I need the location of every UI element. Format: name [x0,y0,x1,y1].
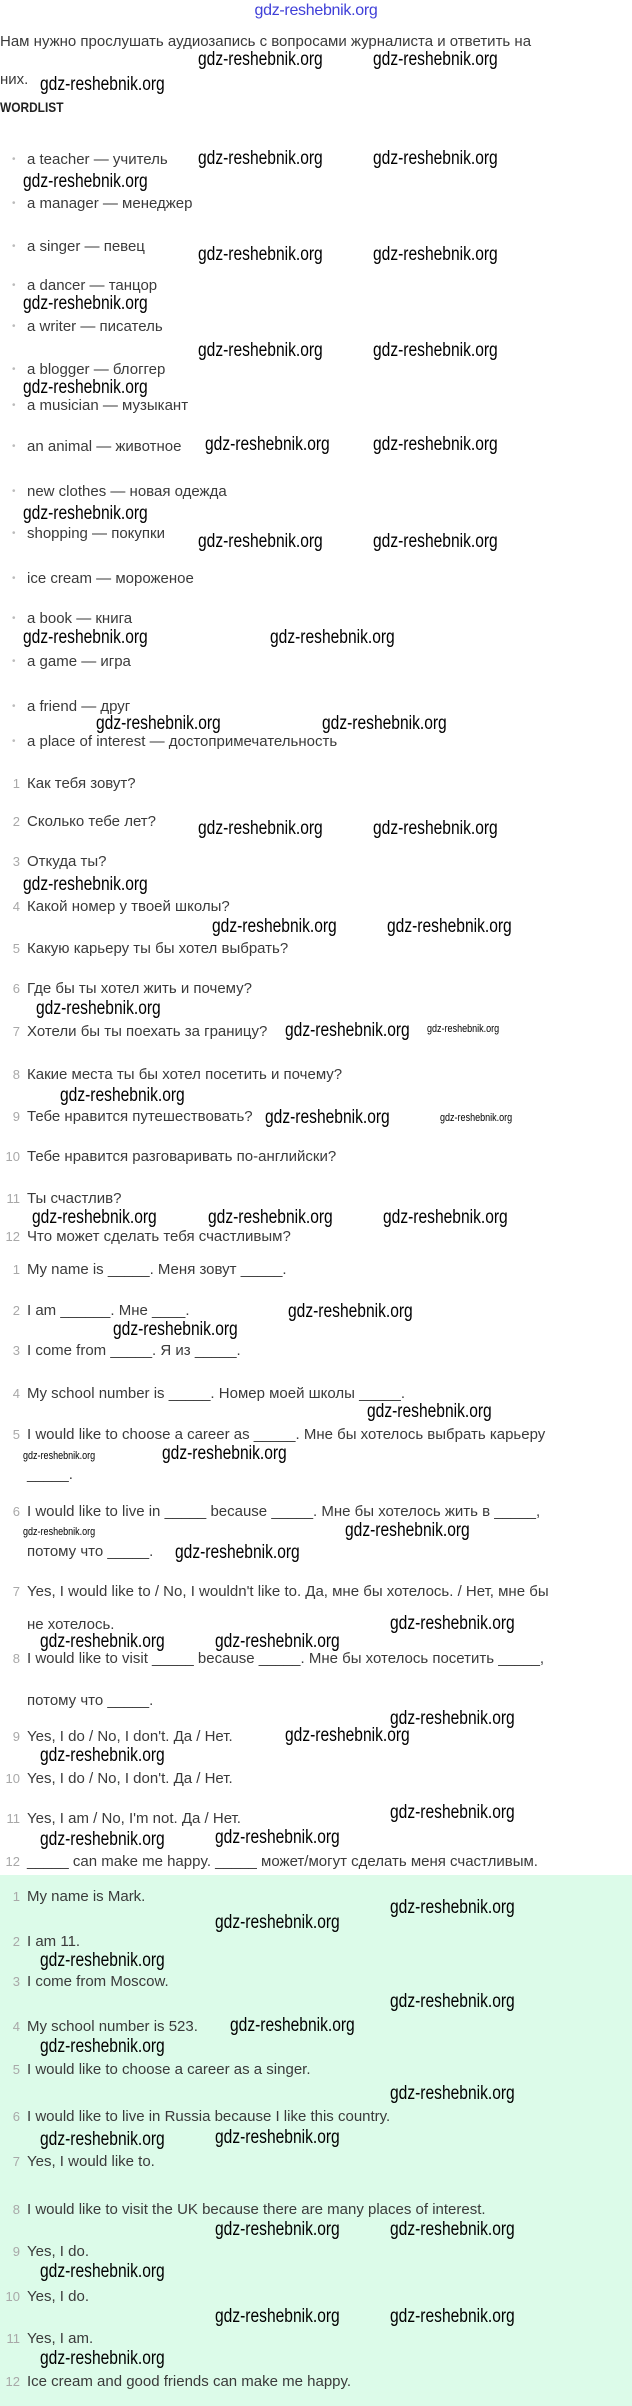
watermark-text: gdz-reshebnik.org [215,1827,340,1848]
answer-template-text: не хотелось. [27,1616,115,1633]
question-text: Откуда ты? [27,853,107,870]
answer-template-text: потому что _____. [27,1692,154,1709]
watermark-text: gdz-reshebnik.org [23,377,148,398]
wordlist-item: shopping — покупки [27,525,165,542]
answer-number: 8 [12,2202,20,2217]
question-number: 12 [5,1229,20,1244]
answer-text: My name is Mark. [27,1888,146,1905]
answer-template-text: I come from _____. Я из _____. [27,1342,241,1359]
watermark-text: gdz-reshebnik.org [390,2083,515,2104]
answer-text: Yes, I do. [27,2243,89,2260]
watermark-text-small: gdz-reshebnik.org [23,1450,96,1462]
watermark-text: gdz-reshebnik.org [373,531,498,552]
bullet-icon: • [12,656,16,667]
watermark-text: gdz-reshebnik.org [390,1802,515,1823]
bullet-icon: • [12,528,16,539]
watermark-text: gdz-reshebnik.org [162,1443,287,1464]
answer-number: 5 [12,2062,20,2077]
watermark-text: gdz-reshebnik.org [390,2306,515,2327]
answer-number: 9 [12,2244,20,2259]
answer-number: 4 [12,2019,20,2034]
watermark-text: gdz-reshebnik.org [198,244,323,265]
watermark-text: gdz-reshebnik.org [230,2015,355,2036]
watermark-text: gdz-reshebnik.org [198,531,323,552]
watermark-text: gdz-reshebnik.org [198,148,323,169]
watermark-text: gdz-reshebnik.org [373,818,498,839]
question-number: 6 [12,981,20,996]
answer-template-text: I would like to visit _____ because _____. Мне бы хотелось посетить _____, [27,1650,545,1667]
answer-template-text: My name is _____. Меня зовут _____. [27,1261,287,1278]
watermark-text: gdz-reshebnik.org [23,874,148,895]
watermark-text: gdz-reshebnik.org [373,244,498,265]
question-number: 3 [12,854,20,869]
watermark-text: gdz-reshebnik.org [373,434,498,455]
answer-number: 2 [12,1934,20,1949]
watermark-text: gdz-reshebnik.org [215,2306,340,2327]
watermark-text: gdz-reshebnik.org [215,2127,340,2148]
bullet-icon: • [12,573,16,584]
watermark-text: gdz-reshebnik.org [96,713,221,734]
answer-template-number: 9 [12,1729,20,1744]
watermark-text: gdz-reshebnik.org [367,1401,492,1422]
answer-number: 11 [6,2331,20,2346]
wordlist-item: a singer — певец [27,238,145,255]
question-number: 11 [6,1191,20,1206]
wordlist-item: ice cream — мороженое [27,570,194,587]
wordlist-item: a dancer — танцор [27,277,158,294]
wordlist-item: a book — книга [27,610,133,627]
watermark-text: gdz-reshebnik.org [322,713,447,734]
watermark-text: gdz-reshebnik.org [215,1631,340,1652]
wordlist-item: new clothes — новая одежда [27,483,227,500]
answer-number: 6 [12,2109,20,2124]
watermark-text: gdz-reshebnik.org [40,2036,165,2057]
wordlist-item: a blogger — блоггер [27,361,166,378]
question-text: Какие места ты бы хотел посетить и почему? [27,1066,343,1083]
answer-template-number: 2 [12,1303,20,1318]
question-text: Какой номер у твоей школы? [27,898,230,915]
watermark-text: gdz-reshebnik.org [40,1950,165,1971]
watermark-text: gdz-reshebnik.org [36,998,161,1019]
answer-template-number: 1 [12,1262,20,1277]
answer-text: I am 11. [27,1933,81,1950]
watermark-text: gdz-reshebnik.org [40,1631,165,1652]
answer-number: 3 [12,1974,20,1989]
bullet-icon: • [12,701,16,712]
bullet-icon: • [12,280,16,291]
wordlist-item: a friend — друг [27,698,131,715]
answer-text: I would like to choose a career as a singer. [27,2061,311,2078]
question-text: Тебе нравится разговаривать по-английски? [27,1148,337,1165]
watermark-text: gdz-reshebnik.org [285,1725,410,1746]
bullet-icon: • [12,198,16,209]
answer-template-text: Yes, I am / No, I'm not. Да / Нет. [27,1810,241,1827]
question-text: Сколько тебе лет? [27,813,157,830]
watermark-text: gdz-reshebnik.org [390,2219,515,2240]
bullet-icon: • [12,613,16,624]
answer-template-number: 6 [12,1504,20,1519]
watermark-text: gdz-reshebnik.org [215,2219,340,2240]
watermark-text: gdz-reshebnik.org [390,1613,515,1634]
watermark-text: gdz-reshebnik.org [32,1207,157,1228]
answer-text: Yes, I am. [27,2330,94,2347]
bullet-icon: • [12,486,16,497]
answer-template-number: 8 [12,1651,20,1666]
question-text: Хотели бы ты поехать за границу? [27,1023,268,1040]
watermark-text: gdz-reshebnik.org [390,1897,515,1918]
answer-template-number: 4 [12,1386,20,1401]
watermark-text: gdz-reshebnik.org [387,916,512,937]
answer-template-text: Yes, I do / No, I don't. Да / Нет. [27,1728,233,1745]
watermark-text: gdz-reshebnik.org [113,1319,238,1340]
watermark-text: gdz-reshebnik.org [23,171,148,192]
bullet-icon: • [12,736,16,747]
bullet-icon: • [12,154,16,165]
watermark-text: gdz-reshebnik.org [288,1301,413,1322]
bullet-icon: • [12,441,16,452]
answer-template-number: 11 [6,1811,20,1826]
watermark-text: gdz-reshebnik.org [40,1745,165,1766]
watermark-text: gdz-reshebnik.org [212,916,337,937]
answer-template-number: 10 [5,1771,20,1786]
watermark-text: gdz-reshebnik.org [40,2129,165,2150]
answer-template-text: _____ can make me happy. _____ может/могут сделать меня счастливым. [27,1853,538,1870]
bullet-icon: • [12,400,16,411]
bullet-icon: • [12,321,16,332]
wordlist-heading: WORDLIST [0,99,64,115]
answer-template-text: I would like to choose a career as _____. Мне бы хотелось выбрать карьеру [27,1426,546,1443]
question-number: 9 [12,1109,20,1124]
watermark-text: gdz-reshebnik.org [175,1542,300,1563]
answer-template-number: 7 [12,1584,20,1599]
answer-text: Yes, I do. [27,2288,89,2305]
watermark-text: gdz-reshebnik.org [270,627,395,648]
answer-template-text: потому что _____. [27,1543,154,1560]
question-text: Где бы ты хотел жить и почему? [27,980,252,997]
answer-text: Yes, I would like to. [27,2153,155,2170]
wordlist-item: a teacher — учитель [27,151,168,168]
watermark-text: gdz-reshebnik.org [208,1207,333,1228]
watermark-text-small: gdz-reshebnik.org [427,1023,500,1035]
watermark-text: gdz-reshebnik.org [373,49,498,70]
wordlist-item: a game — игра [27,653,131,670]
question-number: 5 [12,941,20,956]
watermark-text-small: gdz-reshebnik.org [440,1112,513,1124]
watermark-text: gdz-reshebnik.org [265,1107,390,1128]
watermark-text-small: gdz-reshebnik.org [23,1526,96,1538]
wordlist-item: a musician — музыкант [27,397,189,414]
watermark-text: gdz-reshebnik.org [40,2348,165,2369]
watermark-text: gdz-reshebnik.org [390,1991,515,2012]
question-number: 10 [5,1149,20,1164]
wordlist-item: a manager — менеджер [27,195,193,212]
bullet-icon: • [12,364,16,375]
answer-number: 10 [5,2289,20,2304]
wordlist-item: a place of interest — достопримечательность [27,733,338,750]
question-number: 2 [12,814,20,829]
site-logo-watermark: gdz-reshebnik.org [254,2,378,19]
question-text: Какую карьеру ты бы хотел выбрать? [27,940,289,957]
question-text: Ты счастлив? [27,1190,122,1207]
bullet-icon: • [12,241,16,252]
answer-template-number: 3 [12,1343,20,1358]
answer-number: 1 [12,1889,20,1904]
watermark-text: gdz-reshebnik.org [373,340,498,361]
answer-text: Ice cream and good friends can make me happy. [27,2373,352,2390]
answer-text: I would like to live in Russia because I like this country. [27,2108,391,2125]
question-number: 8 [12,1067,20,1082]
watermark-text: gdz-reshebnik.org [40,2261,165,2282]
answer-text: I come from Moscow. [27,1973,169,1990]
watermark-text: gdz-reshebnik.org [198,340,323,361]
watermark-text: gdz-reshebnik.org [23,503,148,524]
answer-template-text: _____. [27,1466,73,1483]
watermark-text: gdz-reshebnik.org [390,1708,515,1729]
watermark-text: gdz-reshebnik.org [198,49,323,70]
question-text: Как тебя зовут? [27,775,136,792]
answer-text: I would like to visit the UK because there are many places of interest. [27,2201,486,2218]
question-number: 7 [12,1024,20,1039]
watermark-text: gdz-reshebnik.org [373,148,498,169]
watermark-text: gdz-reshebnik.org [23,293,148,314]
watermark-text: gdz-reshebnik.org [23,627,148,648]
answer-number: 12 [5,2374,20,2389]
watermark-text: gdz-reshebnik.org [40,1829,165,1850]
watermark-text: gdz-reshebnik.org [198,818,323,839]
question-text: Тебе нравится путешествовать? [27,1108,253,1125]
watermark-text: gdz-reshebnik.org [60,1085,185,1106]
answer-template-number: 5 [12,1427,20,1442]
intro-text-line2: них. [0,71,29,88]
watermark-text: gdz-reshebnik.org [383,1207,508,1228]
watermark-text: gdz-reshebnik.org [40,74,165,95]
question-text: Что может сделать тебя счастливым? [27,1228,291,1245]
watermark-text: gdz-reshebnik.org [285,1020,410,1041]
watermark-text: gdz-reshebnik.org [205,434,330,455]
question-number: 4 [12,899,20,914]
answer-template-text: I would like to live in _____ because _____. Мне бы хотелось жить в _____, [27,1503,541,1520]
answer-template-number: 12 [5,1854,20,1869]
watermark-text: gdz-reshebnik.org [345,1520,470,1541]
intro-text-line1: Нам нужно прослушать аудиозапись с вопросами журналиста и ответить на [0,33,532,50]
wordlist-item: a writer — писатель [27,318,163,335]
answer-template-text: My school number is _____. Номер моей школы _____. [27,1385,406,1402]
watermark-text: gdz-reshebnik.org [215,1912,340,1933]
answer-template-text: Yes, I do / No, I don't. Да / Нет. [27,1770,233,1787]
question-number: 1 [12,776,20,791]
answer-template-text: I am ______. Мне ____. [27,1302,190,1319]
answer-number: 7 [12,2154,20,2169]
answer-text: My school number is 523. [27,2018,198,2035]
answer-template-text: Yes, I would like to / No, I wouldn't like to. Да, мне бы хотелось. / Нет, мне бы [27,1583,549,1600]
wordlist-item: an animal — животное [27,438,182,455]
